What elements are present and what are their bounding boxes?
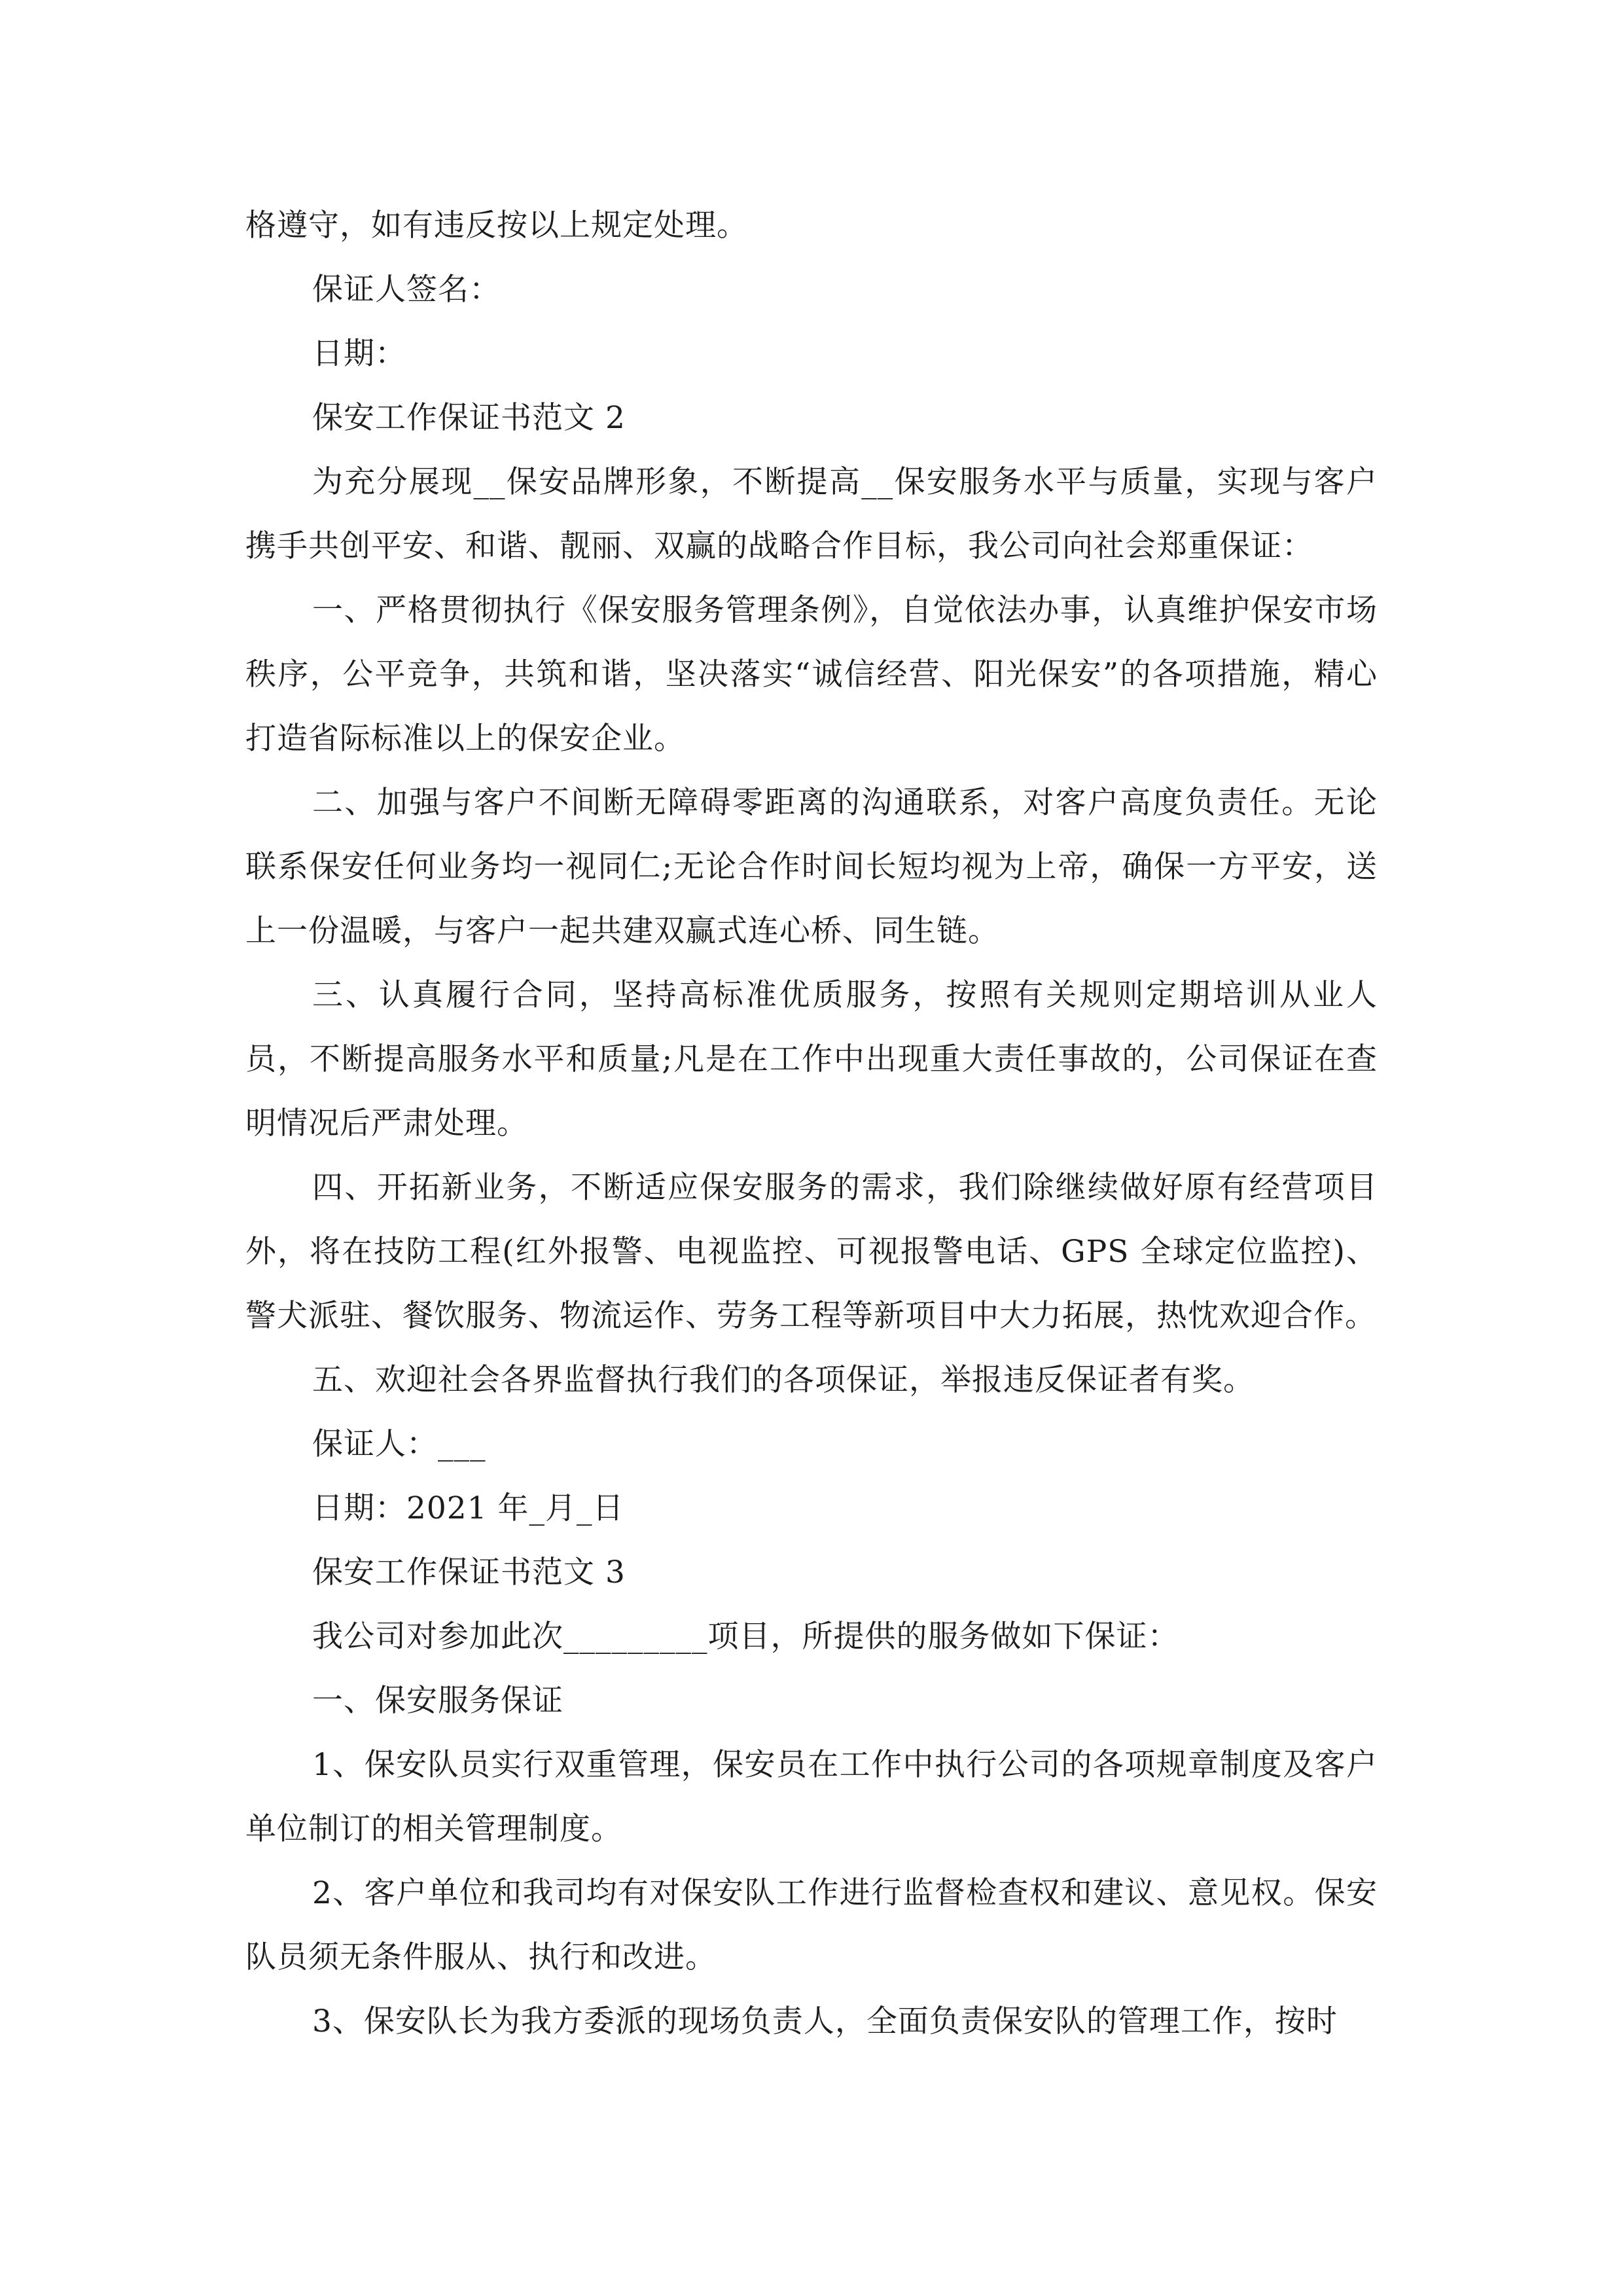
section-title-3: 保安工作保证书范文 3	[312, 1554, 626, 1590]
paragraph-item-5: 五、欢迎社会各界监督执行我们的各项保证，举报违反保证者有奖。	[312, 1362, 1255, 1398]
section-title-2: 保安工作保证书范文 2	[312, 400, 626, 436]
paragraph-item-1: 一、严格贯彻执行《保安服务管理条例》，自觉依法办事，认真维护保安市场秩序，公平竞争，共筑和谐，坚决落实“诚信经营、阳光保安”的各项措施，精心打造省际标准以上的保安企业。	[245, 592, 1378, 757]
date-line-2: 日期：2021 年_月_日	[312, 1490, 624, 1526]
document-body	[245, 194, 1378, 2054]
paragraph-item-3: 三、认真履行合同，坚持高标准优质服务，按照有关规则定期培训从业人员，不断提高服务水平和质量;凡是在工作中出现重大责任事故的，公司保证在查明情况后严肃处理。	[245, 977, 1378, 1141]
date-line: 日期：	[312, 336, 406, 372]
numbered-item-2: 2、客户单位和我司均有对保安队工作进行监督检查权和建议、意见权。保安队员须无条件服从、执行和改进。	[245, 1875, 1378, 1975]
numbered-item-1: 1、保安队员实行双重管理，保安员在工作中执行公司的各项规章制度及客户单位制订的相关管理制度。	[245, 1747, 1378, 1847]
paragraph-intro: 为充分展现__保安品牌形象，不断提高__保安服务水平与质量，实现与客户携手共创平安、和谐、靓丽、双赢的战略合作目标，我公司向社会郑重保证：	[245, 464, 1378, 564]
numbered-item-3: 3、保安队长为我方委派的现场负责人，全面负责保安队的管理工作，按时	[312, 2003, 1338, 2039]
paragraph-continuation: 格遵守，如有违反按以上规定处理。	[245, 207, 748, 243]
paragraph-item-2: 二、加强与客户不间断无障碍零距离的沟通联系，对客户高度负责任。无论联系保安任何业务均一视同仁;无论合作时间长短均视为上帝，确保一方平安，送上一份温暖，与客户一起共建双赢式连心桥、同生链。	[245, 785, 1378, 949]
paragraph-item-4: 四、开拓新业务，不断适应保安服务的需求，我们除继续做好原有经营项目外，将在技防工程(红外报警、电视监控、可视报警电话、GPS 全球定位监控)、警犬派驻、餐饮服务、物流运作、劳务工程等新项目中大力拓展，热忱欢迎合作。	[245, 1170, 1378, 1334]
signature-line: 保证人签名：	[312, 272, 501, 308]
paragraph-project: 我公司对参加此次_________项目，所提供的服务做如下保证：	[312, 1619, 1179, 1655]
guarantor-line: 保证人：___	[312, 1426, 486, 1462]
subsection-heading: 一、保安服务保证	[312, 1683, 563, 1719]
